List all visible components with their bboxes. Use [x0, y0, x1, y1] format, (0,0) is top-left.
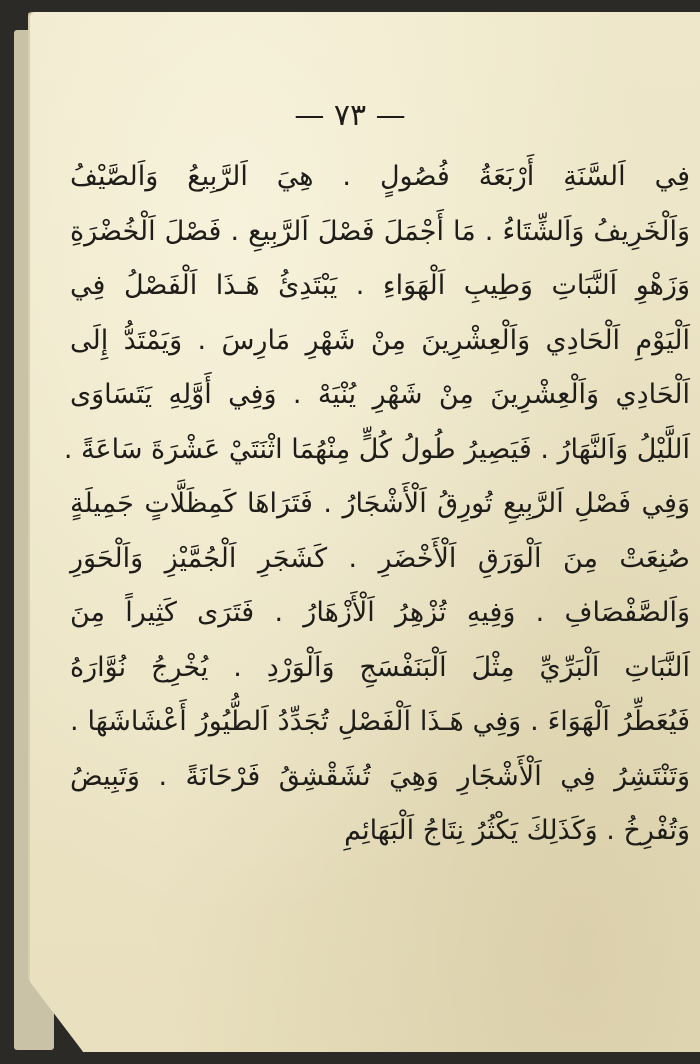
text-line: اَلْيَوْمِ اَلْحَادِي وَاَلْعِشْرِينَ مِنْ شَهْرِ مَارِسَ . وَيَمْتَدُّ إِلَى [70, 324, 690, 356]
arabic-text-block [63, 150, 690, 859]
text-line: فَيُعَطِّرُ اَلْهَوَاءَ . وَفِي هَـذَا اَلْفَصْلِ تُجَدِّدُ اَلطُّيُورُ أَعْشَاشَهَا . [70, 706, 690, 737]
text-line: وَتَنْتَشِرُ فِي اَلْأَشْجَارِ وَهِيَ تُشَقْشِقُ فَرْحَانَةً . وَتَبِيضُ [70, 760, 690, 792]
text-line: صُنِعَتْ مِنَ اَلْوَرَقِ اَلْأَخْضَرِ . كَشَجَرِ اَلْجُمَّيْزِ وَاَلْحَوَرِ [70, 542, 690, 574]
text-line: وَاَلصَّفْصَافِ . وَفِيهِ تُزْهِرُ اَلْأَزْهَارُ . فَتَرَى كَثِيراً مِنَ [70, 597, 690, 628]
text-line: وَتُفْرِخُ . وَكَذَلِكَ يَكْثُرُ نِتَاجُ اَلْبَهَائِمِ [344, 815, 690, 846]
text-line: اَلْحَادِي وَاَلْعِشْرِينَ مِنْ شَهْرِ يُنْيَهْ . وَفِي أَوَّلِهِ يَتَسَاوَى [70, 379, 690, 410]
text-line: فِي اَلسَّنَةِ أَرْبَعَةُ فُصُولٍ . هِيَ اَلرَّبِيعُ وَاَلصَّيْفُ [70, 161, 690, 192]
text-line: اَلنَّبَاتِ اَلْبَرِّيِّ مِثْلَ اَلْبَنَفْسَجِ وَاَلْوَرْدِ . يُخْرِجُ نُوَّارَهُ [70, 651, 690, 683]
text-line: وَاَلْخَرِيفُ وَاَلشِّتَاءُ . مَا أَجْمَلَ فَصْلَ اَلرَّبِيعِ . فَصْلَ اَلْخُضْرَةِ [70, 215, 690, 247]
page-number: — ٧٣ — [294, 98, 406, 133]
text-line: اَللَّيْلُ وَاَلنَّهَارُ . فَيَصِيرُ طُولُ كُلٍّ مِنْهُمَا اثْنَتَيْ عَشْرَةَ سَاعَةً . [63, 433, 690, 465]
text-line: وَفِي فَصْلِ اَلرَّبِيعِ تُورِقُ اَلْأَشْجَارُ . فَتَرَاهَا كَمِظَلَّاتٍ جَمِيلَةٍ [70, 488, 690, 519]
text-line: وَزَهْوِ اَلنَّبَاتِ وَطِيبِ اَلْهَوَاءِ . يَبْتَدِئُ هَـذَا اَلْفَصْلُ فِي [70, 270, 690, 301]
